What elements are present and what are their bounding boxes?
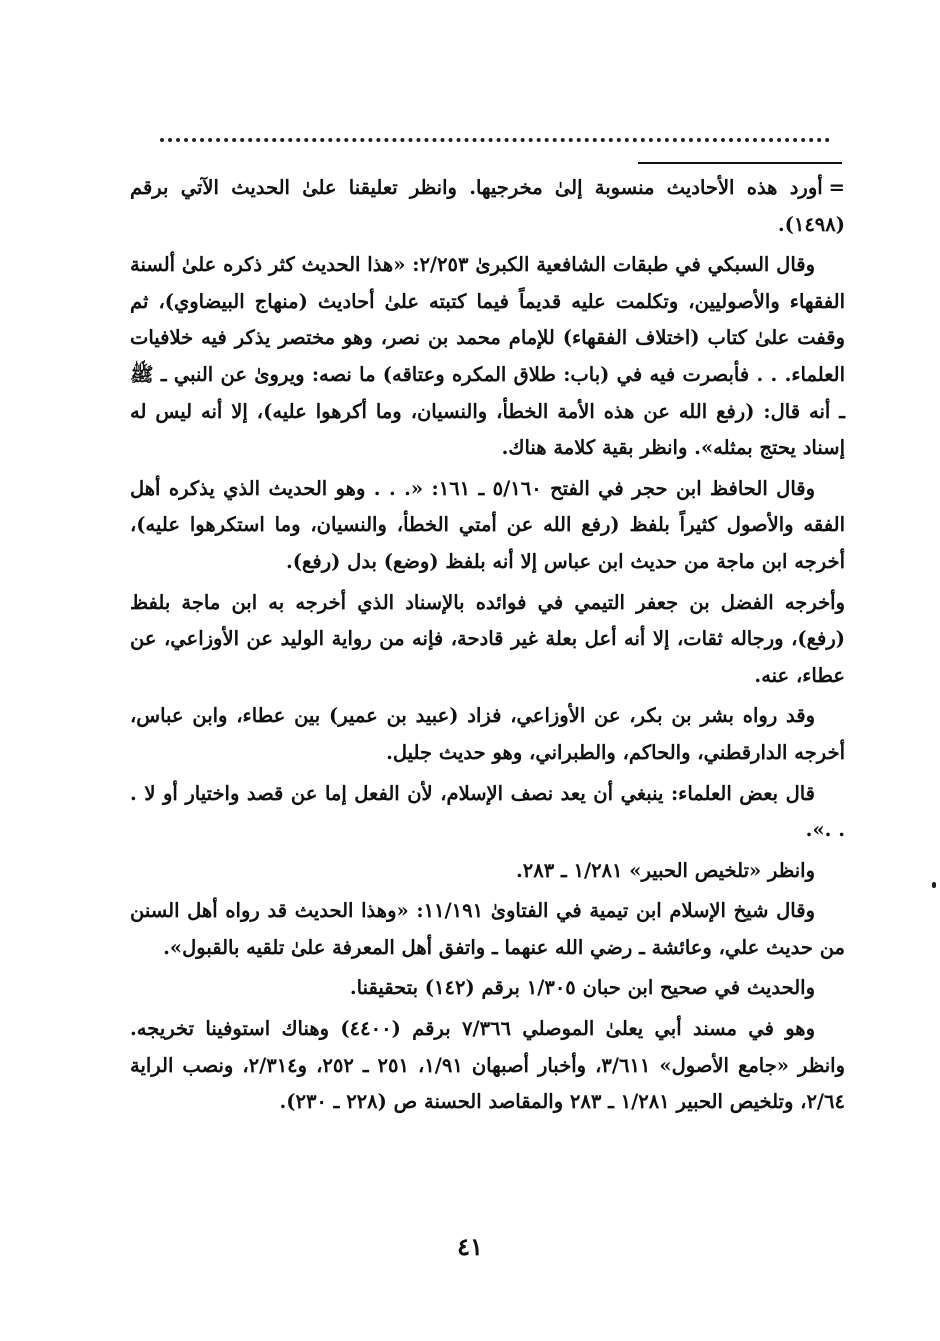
paragraph-2: وقال السبكي في طبقات الشافعية الكبرىٰ ٢/٢٥٣: «هذا الحديث كثر ذكره علىٰ ألسنة الفقهاء والأصوليين، وتكلمت عليه قديماً فيما كتبته علىٰ أحاديث (منهاج البيضاوي)، ثم وقفت علىٰ كتاب (اختلاف الفقهاء) للإمام محمد بن نصر، وهو مختصر يذكر فيه خلافيات العلماء. . . فأبصرت فيه في (باب: طلاق المكره وعتاقه) ما نصه: ويروىٰ عن النبي ـ ﷺ ـ أنه قال: (رفع الله عن هذه الأمة الخطأ، والنسيان، وما أكرهوا عليه)، إلا أنه ليس له إسناد يحتج بمثله». وانظر بقية كلامة هناك. xyxy=(130,253,845,460)
paragraph-1-text: أورد هذه الأحاديث منسوبة إلىٰ مخرجيها. وانظر تعليقنا علىٰ الحديث الآتي برقم (١٤٩٨). xyxy=(130,176,845,236)
dotted-separator xyxy=(160,138,830,142)
page-number: ٤١ xyxy=(457,1232,483,1261)
paragraph-4: وأخرجه الفضل بن جعفر التيمي في فوائده بالإسناد الذي أخرجه به ابن ماجة بلفظ (رفع)، ورجاله ثقات، إلا أنه أعل بعلة غير قادحة، فإنه من رواية الوليد عن الأوزاعي، عن عطاء، عنه. xyxy=(130,590,845,687)
footnote-rule xyxy=(638,162,842,164)
paragraph-8: وقال شيخ الإسلام ابن تيمية في الفتاوىٰ ١١/١٩١: «وهذا الحديث قد رواه أهل السنن من حديث علي، وعائشة ـ رضي الله عنهما ـ واتفق أهل المعرفة علىٰ تلقيه بالقبول». xyxy=(130,899,845,959)
paragraph-7: وانظر «تلخيص الحبير» ١/٢٨١ ـ ٢٨٣. xyxy=(515,858,815,882)
paragraph-1 xyxy=(130,170,845,243)
paragraph-5: وقد رواه بشر بن بكر، عن الأوزاعي، فزاد (عبيد بن عمير) بين عطاء، وابن عباس، أخرجه الدارقطني، والحاكم، والطبراني، وهو حديث جليل. xyxy=(130,704,845,764)
paragraph-6: قال بعض العلماء: ينبغي أن يعد نصف الإسلام، لأن الفعل إما عن قصد واختيار أو لا . . .». xyxy=(130,781,845,842)
scan-speck xyxy=(932,882,936,888)
footnote-text xyxy=(130,170,845,1125)
paragraph-3: وقال الحافظ ابن حجر في الفتح ٥/١٦٠ ـ ١٦١: «. . . وهو الحديث الذي يذكره أهل الفقه والأصول كثيراً بلفظ (رفع الله عن أمتي الخطأ، والنسيان، وما استكرهوا عليه)، أخرجه ابن ماجة من حديث ابن عباس إلا أنه بلفظ (وضع) بدل (رفع). xyxy=(130,476,845,573)
continuation-mark: = xyxy=(828,176,845,199)
paragraph-10: وهو في مسند أبي يعلىٰ الموصلي ٧/٣٦٦ برقم (٤٤٠٠) وهناك استوفينا تخريجه. وانظر «جامع الأصول» ٣/٦١١، وأخبار أصبهان ١/٩١، ٢٥١ ـ ٢٥٢، و٢/٣١٤، ونصب الراية ٢/٦٤، وتلخيص الحبير ١/٢٨١ ـ ٢٨٣ والمقاصد الحسنة ص (٢٢٨ ـ ٢٣٠). xyxy=(130,1017,845,1114)
paragraph-9: والحديث في صحيح ابن حبان ١/٣٠٥ برقم (١٤٢) بتحقيقنا. xyxy=(349,976,815,1000)
